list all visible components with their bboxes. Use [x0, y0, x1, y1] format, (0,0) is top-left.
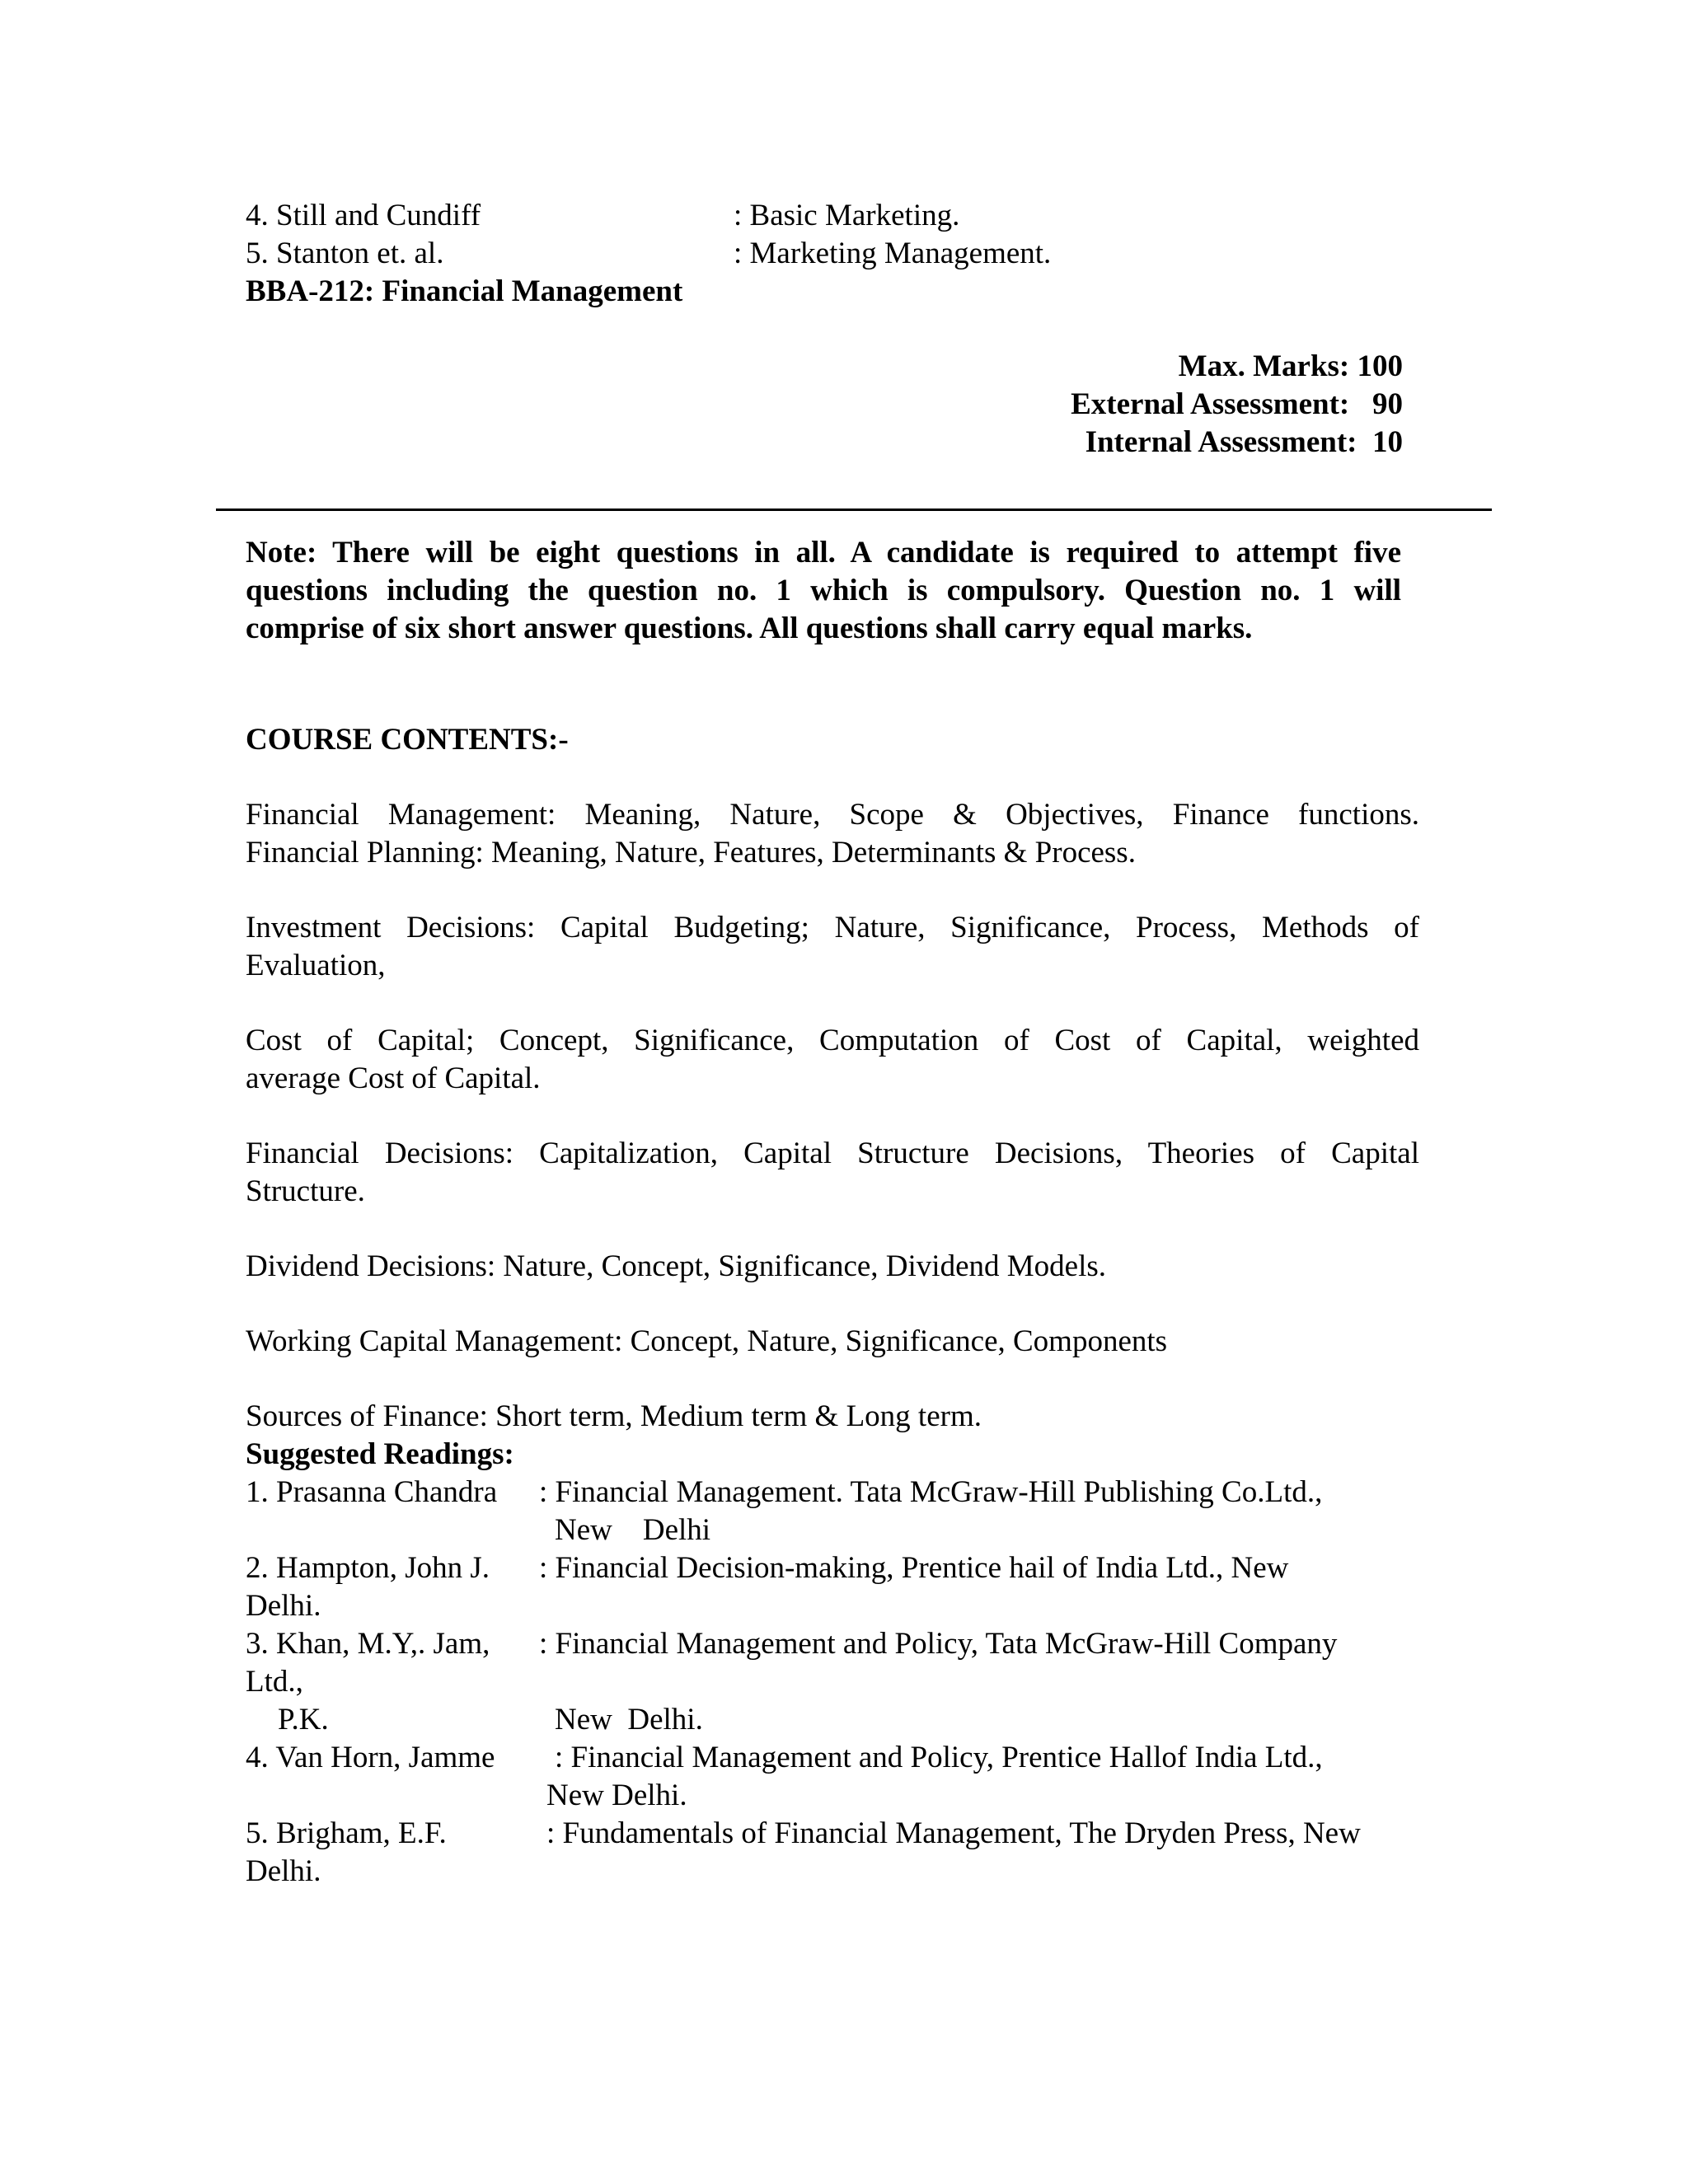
reading-5-title: : Fundamentals of Financial Management, The Dryden Press, New	[546, 1816, 1361, 1850]
contents-p4-line2: Structure.	[246, 1174, 365, 1208]
reading-1-title: : Financial Management. Tata McGraw-Hill Publishing Co.Ltd.,	[539, 1475, 1323, 1509]
reading-2-author: 2. Hampton, John J.	[246, 1551, 490, 1585]
internal-assessment: Internal Assessment: 10	[1085, 425, 1403, 459]
reading-1-author: 1. Prasanna Chandra	[246, 1475, 498, 1509]
contents-p2-line2: Evaluation,	[246, 949, 386, 982]
reading-4-title: : Financial Management and Policy, Prentice Hallof India Ltd.,	[555, 1741, 1323, 1774]
course-contents-heading: COURSE CONTENTS:-	[246, 723, 569, 757]
note-line-1: Note: There will be eight questions in all. A candidate is required to attempt five	[246, 536, 1401, 569]
contents-p1-line2: Financial Planning: Meaning, Nature, Features, Determinants & Process.	[246, 836, 1136, 869]
horizontal-rule	[216, 509, 1492, 511]
reading-5-author: 5. Brigham, E.F.	[246, 1816, 447, 1850]
contents-p6: Working Capital Management: Concept, Nature, Significance, Components	[246, 1324, 1168, 1358]
note-line-3: comprise of six short answer questions. All questions shall carry equal marks.	[246, 612, 1253, 645]
prev-ref-title-4: : Basic Marketing.	[734, 199, 960, 232]
contents-p7: Sources of Finance: Short term, Medium term & Long term.	[246, 1399, 982, 1433]
reading-1-continuation: New Delhi	[555, 1513, 711, 1547]
contents-p1-line1: Financial Management: Meaning, Nature, Scope & Objectives, Finance functions.	[246, 798, 1419, 832]
contents-p3-line1: Cost of Capital; Concept, Significance, Computation of Cost of Capital, weighted	[246, 1024, 1419, 1057]
reading-3-continuation-2: New Delhi.	[555, 1703, 703, 1736]
contents-p2-line1: Investment Decisions: Capital Budgeting; Nature, Significance, Process, Methods of	[246, 911, 1419, 944]
reading-3-continuation: Ltd.,	[246, 1665, 303, 1699]
contents-p5: Dividend Decisions: Nature, Concept, Significance, Dividend Models.	[246, 1249, 1107, 1283]
contents-p4-line1: Financial Decisions: Capitalization, Capital Structure Decisions, Theories of Capital	[246, 1137, 1419, 1170]
suggested-readings-heading: Suggested Readings:	[246, 1437, 514, 1471]
reading-3-title: : Financial Management and Policy, Tata McGraw-Hill Company	[539, 1627, 1338, 1661]
external-assessment: External Assessment: 90	[1071, 387, 1403, 421]
reading-2-continuation: Delhi.	[246, 1589, 321, 1623]
max-marks: Max. Marks: 100	[1178, 349, 1403, 383]
prev-ref-author-4: 4. Still and Cundiff	[246, 199, 481, 232]
contents-p3-line2: average Cost of Capital.	[246, 1062, 541, 1095]
note-line-2: questions including the question no. 1 which is compulsory. Question no. 1 will	[246, 574, 1401, 607]
reading-4-continuation: New Delhi.	[546, 1779, 687, 1812]
reading-4-author: 4. Van Horn, Jamme	[246, 1741, 495, 1774]
reading-5-continuation: Delhi.	[246, 1854, 321, 1888]
prev-ref-title-5: : Marketing Management.	[734, 237, 1052, 270]
course-title: BBA-212: Financial Management	[246, 274, 683, 308]
reading-3-author-continuation: P.K.	[278, 1703, 329, 1736]
reading-2-title: : Financial Decision-making, Prentice hail of India Ltd., New	[539, 1551, 1289, 1585]
reading-3-author: 3. Khan, M.Y,. Jam,	[246, 1627, 490, 1661]
prev-ref-author-5: 5. Stanton et. al.	[246, 237, 444, 270]
